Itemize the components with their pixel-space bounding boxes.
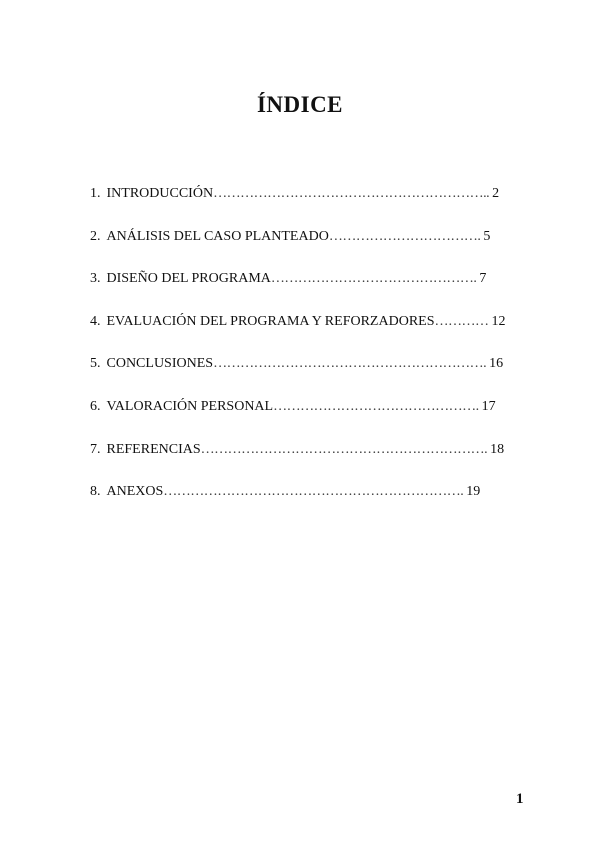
toc-leader-dots: ………………………………………. xyxy=(270,271,477,287)
toc-entry-page: 5 xyxy=(483,228,491,244)
toc-entry-analisis xyxy=(90,226,530,269)
toc-entry-page: 7 xyxy=(479,271,487,287)
toc-entry-label: INTRODUCCIÓN xyxy=(106,186,214,201)
toc-leader-dots: ……………………………. xyxy=(328,228,481,244)
toc-entry-diseno xyxy=(90,268,530,311)
toc-leader-dots: ………………………………………. xyxy=(273,398,479,414)
toc-entry-number: 1. xyxy=(90,186,101,201)
toc-entry-number: 4. xyxy=(90,313,101,329)
toc-entry-page: 16 xyxy=(489,356,504,372)
toc-entry-page: 17 xyxy=(481,398,496,414)
page-title: ÍNDICE xyxy=(256,92,344,117)
toc-entry-page: 18 xyxy=(490,441,505,457)
toc-entry-anexos xyxy=(90,481,530,524)
toc-leader-dots: ………… xyxy=(434,313,489,329)
toc-entry-conclusiones xyxy=(90,353,530,396)
toc-entry-label: CONCLUSIONES xyxy=(106,356,214,372)
toc-entry-number: 8. xyxy=(90,484,101,500)
toc-leader-dots: …………………………………………………….. xyxy=(213,186,490,201)
toc-entry-valoracion xyxy=(90,396,530,439)
table-of-contents xyxy=(90,183,530,524)
page-number: 1 xyxy=(516,791,524,807)
toc-entry-label: REFERENCIAS xyxy=(106,441,201,457)
toc-entry-label: VALORACIÓN PERSONAL xyxy=(106,398,274,414)
toc-entry-label: ANEXOS xyxy=(106,484,164,500)
toc-entry-page: 2 xyxy=(492,186,500,201)
toc-entry-number: 2. xyxy=(90,228,101,244)
toc-entry-label: DISEÑO DEL PROGRAMA xyxy=(106,271,271,287)
toc-entry-number: 3. xyxy=(90,271,101,287)
toc-entry-number: 7. xyxy=(90,441,101,457)
toc-leader-dots: …………………………………………………………. xyxy=(163,484,464,500)
toc-entry-page: 19 xyxy=(466,484,481,500)
toc-entry-label: ANÁLISIS DEL CASO PLANTEADO xyxy=(106,228,329,244)
toc-entry-evaluacion xyxy=(90,311,530,354)
toc-entry-referencias xyxy=(90,439,530,482)
toc-entry-number: 6. xyxy=(90,398,101,414)
toc-leader-dots: ……………………………………………………. xyxy=(213,356,487,372)
toc-entry-page: 12 xyxy=(491,313,506,329)
toc-leader-dots: ………………………………………………………. xyxy=(200,441,488,457)
toc-entry-number: 5. xyxy=(90,356,101,372)
toc-entry-introduccion xyxy=(90,183,530,226)
toc-entry-label: EVALUACIÓN DEL PROGRAMA Y REFORZADORES xyxy=(106,313,435,329)
